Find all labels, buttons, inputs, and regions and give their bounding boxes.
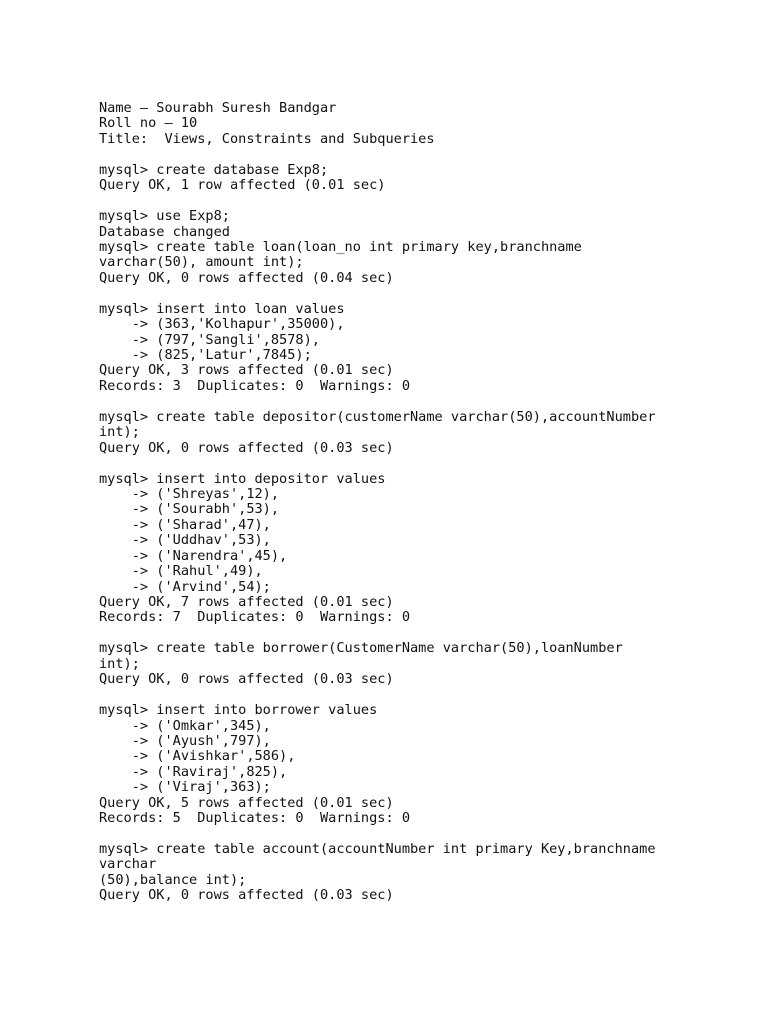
- output-line: Query OK, 7 rows affected (0.01 sec): [99, 594, 394, 610]
- command-line: mysql> use Exp8;: [99, 208, 230, 225]
- transcript-block: [99, 703, 739, 827]
- blank-line: [99, 147, 739, 162]
- command-line: mysql> create table depositor(customerName varchar(50),accountNumber: [99, 408, 656, 425]
- continuation-line: -> ('Sourabh',53),: [99, 501, 280, 518]
- continuation-line: -> ('Arvind',54);: [99, 578, 271, 595]
- blank-line: [99, 286, 739, 301]
- blank-line: [99, 394, 739, 409]
- continuation-line: -> (797,'Sangli',8578),: [99, 331, 320, 348]
- continuation-line: -> ('Shreyas',12),: [99, 485, 280, 502]
- output-line: Query OK, 0 rows affected (0.03 sec): [99, 439, 394, 456]
- blank-line: [99, 456, 739, 471]
- command-line: mysql> insert into loan values: [99, 300, 345, 317]
- continuation-line: -> ('Viraj',363);: [99, 779, 271, 796]
- output-line: int);: [99, 655, 140, 672]
- transcript-block: [99, 641, 739, 687]
- command-line: mysql> create database Exp8;: [99, 161, 329, 178]
- continuation-line: -> ('Ayush',797),: [99, 732, 271, 749]
- terminal-transcript: [99, 147, 739, 903]
- document-body: [99, 101, 739, 904]
- command-line: mysql> create table loan(loan_no int primary key,branchname: [99, 238, 582, 255]
- output-line: Query OK, 0 rows affected (0.04 sec): [99, 269, 394, 286]
- continuation-line: -> ('Omkar',345),: [99, 717, 271, 734]
- output-line: Database changed: [99, 223, 230, 240]
- author-name: Name – Sourabh Suresh Bandgar: [99, 100, 337, 116]
- output-line: int);: [99, 424, 140, 441]
- document-title: Title: Views, Constraints and Subqueries: [99, 130, 435, 147]
- output-line: varchar(50), amount int);: [99, 254, 304, 271]
- continuation-line: -> ('Avishkar',586),: [99, 748, 296, 765]
- continuation-line: -> ('Sharad',47),: [99, 516, 271, 533]
- output-line: varchar: [99, 856, 157, 873]
- transcript-block: [99, 410, 739, 456]
- output-line: Query OK, 0 rows affected (0.03 sec): [99, 671, 394, 688]
- command-line: mysql> insert into depositor values: [99, 470, 386, 487]
- blank-line: [99, 827, 739, 842]
- transcript-block: [99, 472, 739, 626]
- transcript-block: [99, 302, 739, 395]
- output-line: Records: 7 Duplicates: 0 Warnings: 0: [99, 609, 410, 626]
- output-line: (50),balance int);: [99, 871, 247, 888]
- output-line: Query OK, 3 rows affected (0.01 sec): [99, 362, 394, 379]
- continuation-line: -> ('Uddhav',53),: [99, 532, 271, 549]
- output-line: Records: 5 Duplicates: 0 Warnings: 0: [99, 810, 410, 827]
- output-line: Records: 3 Duplicates: 0 Warnings: 0: [99, 377, 410, 394]
- roll-number: Roll no – 10: [99, 115, 198, 132]
- output-line: Query OK, 0 rows affected (0.03 sec): [99, 887, 394, 904]
- command-line: mysql> create table borrower(CustomerName varchar(50),loanNumber: [99, 640, 623, 657]
- output-line: Query OK, 1 row affected (0.01 sec): [99, 177, 386, 194]
- transcript-block: [99, 209, 739, 286]
- continuation-line: -> ('Narendra',45),: [99, 547, 288, 564]
- blank-line: [99, 688, 739, 703]
- transcript-block: [99, 163, 739, 194]
- command-line: mysql> create table account(accountNumber int primary Key,branchname: [99, 841, 656, 857]
- continuation-line: -> ('Rahul',49),: [99, 563, 263, 580]
- continuation-line: -> (363,'Kolhapur',35000),: [99, 316, 345, 333]
- blank-line: [99, 626, 739, 641]
- continuation-line: -> ('Raviraj',825),: [99, 763, 288, 780]
- output-line: Query OK, 5 rows affected (0.01 sec): [99, 794, 394, 811]
- continuation-line: -> (825,'Latur',7845);: [99, 347, 312, 363]
- command-line: mysql> insert into borrower values: [99, 702, 378, 719]
- blank-line: [99, 194, 739, 209]
- transcript-block: [99, 842, 739, 904]
